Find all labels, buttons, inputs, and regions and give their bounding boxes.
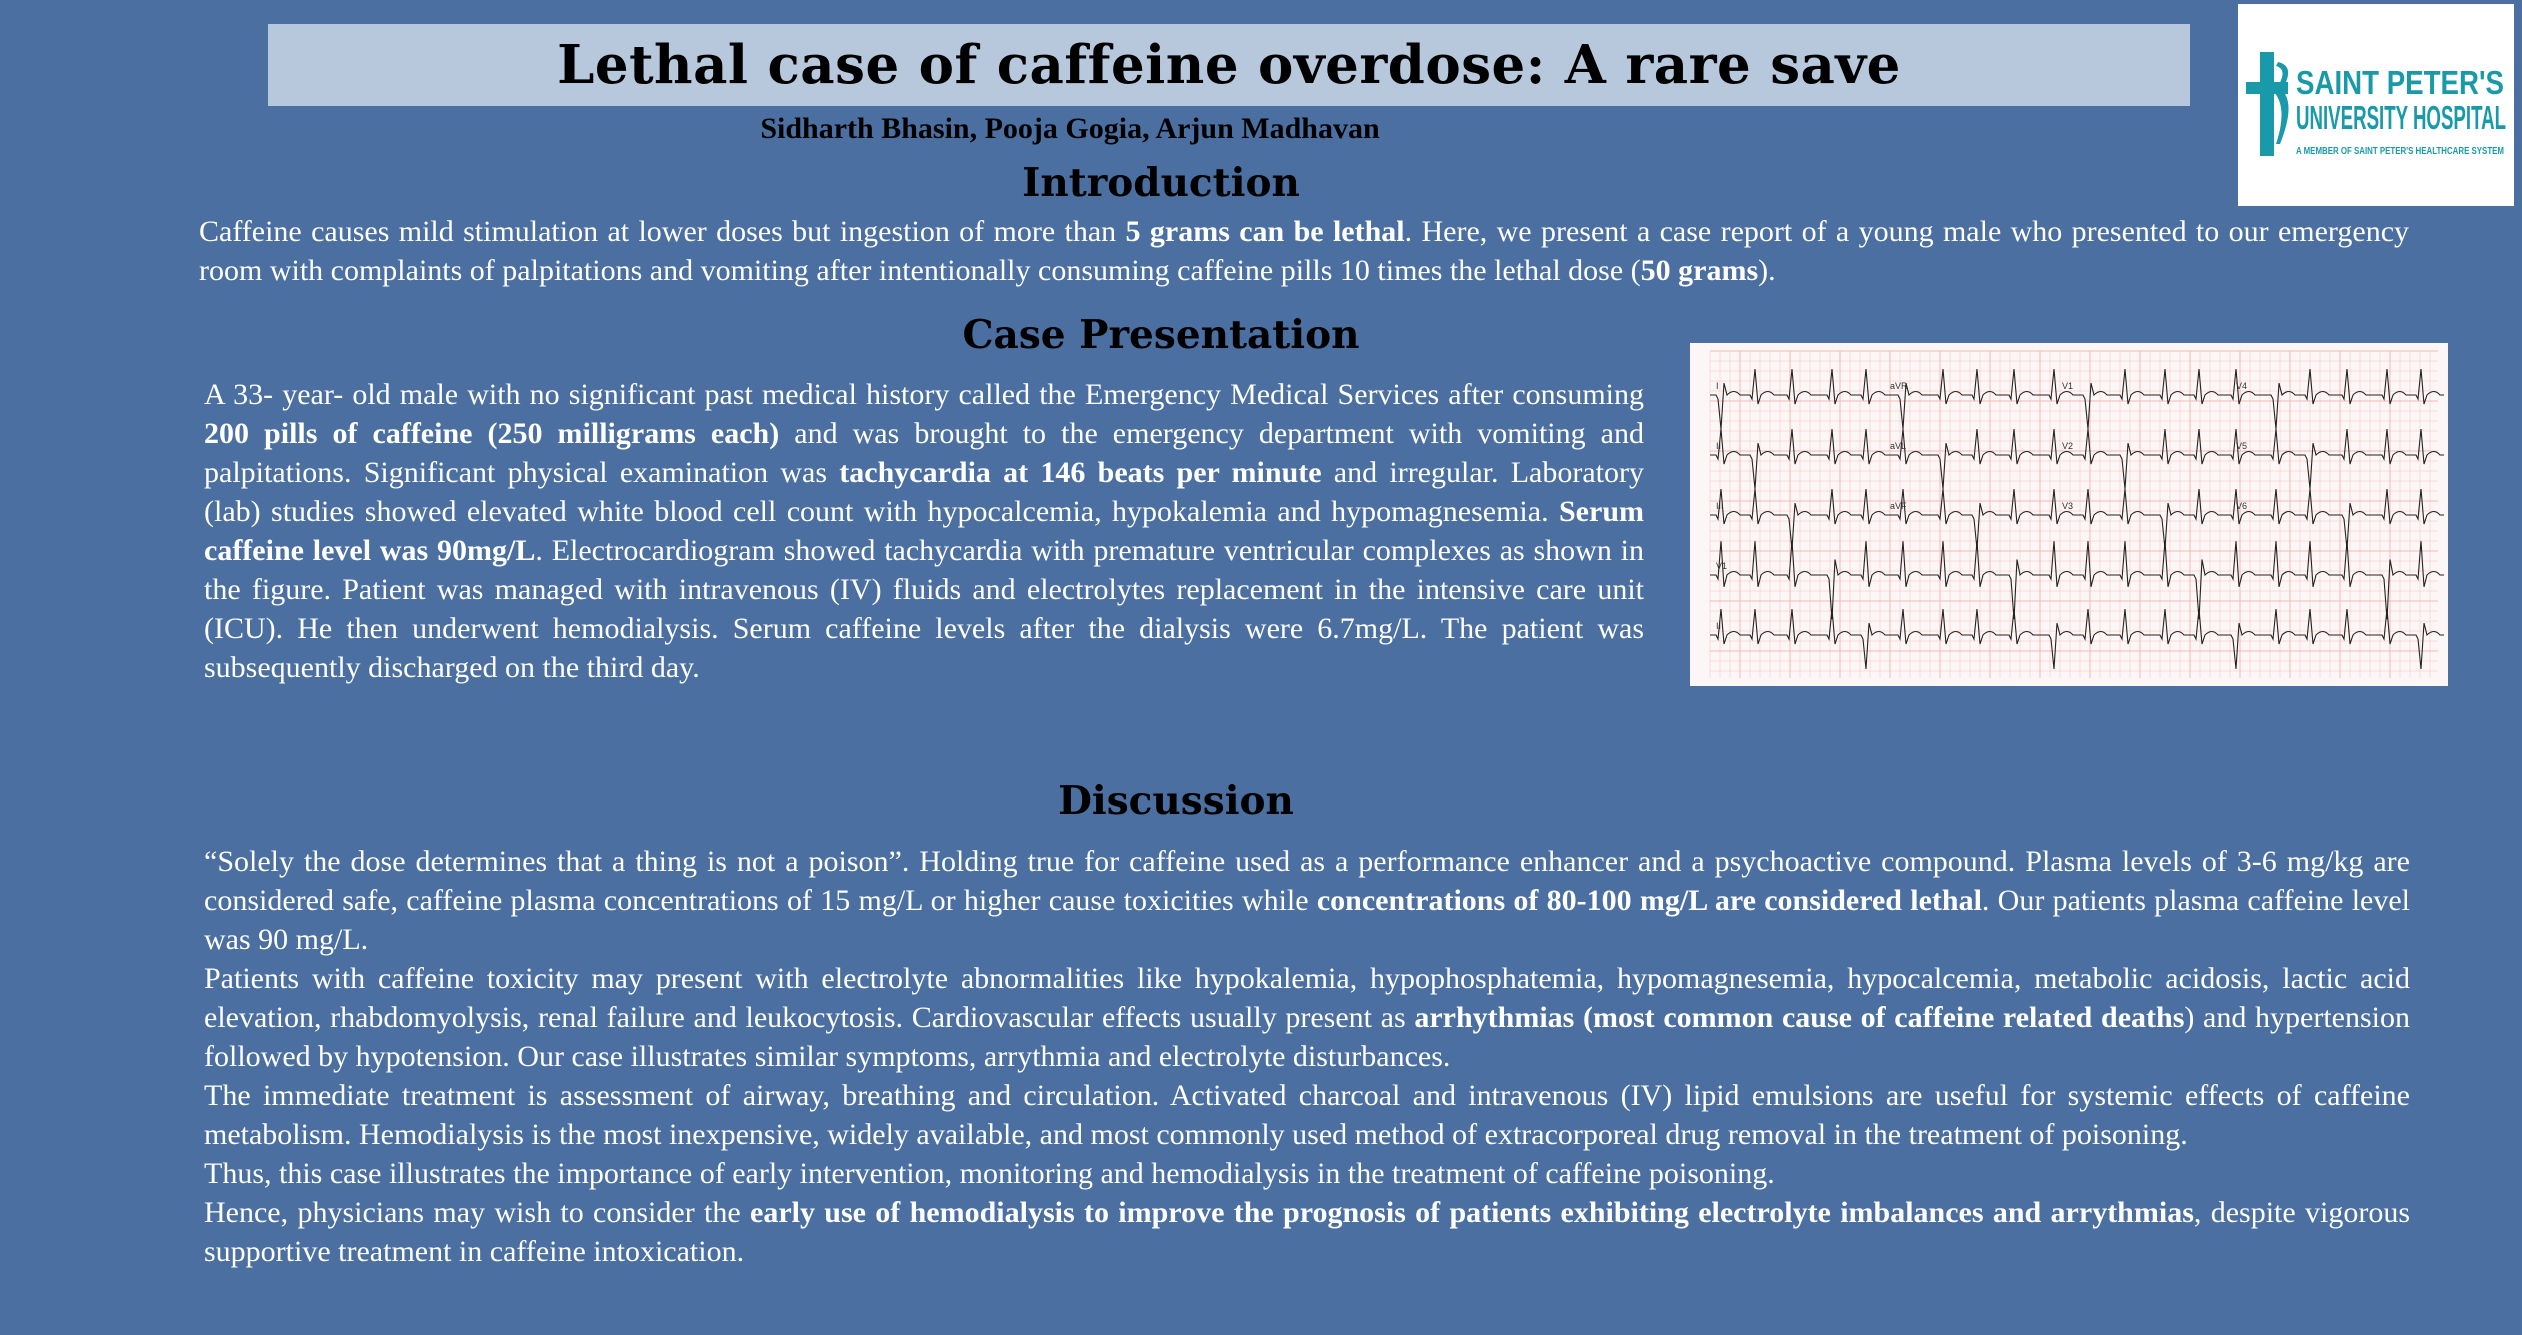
title-banner <box>268 24 2190 106</box>
case-text-1: A 33- year- old male with no significant past medical history called the Emergency Medical Services after consuming <box>204 378 1644 411</box>
discussion-paragraph-3: The immediate treatment is assessment of airway, breathing and circulation. Activated charcoal and intravenous (IV) lipid emulsions are useful for systemic effects of caffeine metabolism. Hemodialysis is the most inexpensive, widely available, and most commonly used method of extracorporeal drug removal in the treatment of poisoning. <box>204 1079 2410 1151</box>
introduction-paragraph <box>199 212 2409 290</box>
disc-text-3: Patients with caffeine toxicity may present with electrolyte abnormalities like hypokalemia, hypophosphatemia, hypomagnesemia, hypocalcemia, metabolic acidosis, lactic acid elevation, rhabdomyolysis, renal failure and leukocytosis. Cardiovascular effects usually present as <box>204 962 2410 1034</box>
case-bold-3: Serum caffeine level was 90mg/L <box>204 495 1644 567</box>
ecg-lead-label: aVF <box>1890 501 1907 511</box>
disc-text-1: “Solely the dose determines that a thing is not a poison”. Holding true for caffeine used as a performance enhancer and a psychoactive compound. Plasma levels of 3-6 mg/kg are considered safe, caffeine plasma concentrations of 15 mg/L or higher cause toxicities while <box>204 845 2410 917</box>
logo-line2: UNIVERSITY HOSPITAL <box>2296 99 2506 136</box>
introduction-heading: Introduction <box>1022 160 1300 206</box>
disc-text-5: Hence, physicians may wish to consider the <box>204 1196 750 1229</box>
ecg-lead-label: V1 <box>2062 381 2074 391</box>
discussion-paragraph-1 <box>204 842 2410 959</box>
case-bold-2: tachycardia at 146 beats per minute <box>839 456 1322 489</box>
case-text-3: and irregular. Laboratory (lab) studies showed elevated white blood cell count with hypocalcemia, hypokalemia and hypomagnesemia. <box>204 456 1644 528</box>
intro-text-3: ). <box>1758 254 1776 287</box>
intro-bold-2: 50 grams <box>1640 254 1759 287</box>
disc-bold-1: concentrations of 80-100 mg/L are considered lethal <box>1316 884 1982 917</box>
logo-tagline: A MEMBER OF SAINT PETER'S HEALTHCARE SYSTEM <box>2296 146 2504 157</box>
disc-text-2: . Our patients plasma caffeine level was 90 mg/L. <box>204 884 2411 956</box>
ecg-lead-label: V3 <box>2062 501 2074 511</box>
logo-line1: SAINT PETER'S <box>2296 64 2504 101</box>
case-paragraph <box>204 375 1644 687</box>
ecg-lead-label: I <box>1716 381 1719 391</box>
cross-icon <box>2246 52 2289 156</box>
intro-text-1: Caffeine causes mild stimulation at lower doses but ingestion of more than <box>199 215 1126 248</box>
ecg-trace-image <box>1690 343 2448 686</box>
discussion-paragraph-4: Thus, this case illustrates the importance of early intervention, monitoring and hemodialysis in the treatment of caffeine poisoning. <box>204 1157 1775 1190</box>
ecg-lead-label: aVL <box>1890 441 1907 451</box>
ecg-lead-label: V5 <box>2236 441 2248 451</box>
discussion-heading: Discussion <box>1058 778 1294 824</box>
disc-bold-2: arrhythmias (most common cause of caffeine related deaths <box>1414 1001 2185 1034</box>
intro-bold-1: 5 grams can be lethal <box>1125 215 1405 248</box>
authors: Sidharth Bhasin, Pooja Gogia, Arjun Madhavan <box>760 112 1380 145</box>
discussion-paragraph-5 <box>204 1193 2410 1271</box>
poster-title: Lethal case of caffeine overdose: A rare save <box>557 34 1901 96</box>
case-presentation-heading: Case Presentation <box>962 312 1360 358</box>
case-text-4: . Electrocardiogram showed tachycardia with premature ventricular complexes as shown in the figure. Patient was managed with intravenous (IV) fluids and electrolytes replacement in the intensive care unit (ICU). He then underwent hemodialysis. Serum caffeine levels after the dialysis were 6.7mg/L. The patient was subsequently discharged on the third day. <box>204 534 1645 684</box>
discussion-paragraph-2 <box>204 959 2410 1076</box>
ecg-lead-label: V6 <box>2236 501 2248 511</box>
intro-text-2: . Here, we present a case report of a young male who presented to our emergency room with complaints of palpitations and vomiting after intentionally consuming caffeine pills 10 times the lethal dose ( <box>199 215 2410 287</box>
ecg-lead-label: III <box>1716 501 1724 511</box>
ecg-lead-label: V2 <box>2062 441 2074 451</box>
ecg-lead-label: II <box>1716 441 1722 451</box>
case-text-2: and was brought to the emergency department with vomiting and palpitations. Significant physical examination was <box>204 417 1644 489</box>
case-bold-1: 200 pills of caffeine (250 milligrams each) <box>204 417 780 450</box>
disc-text-6: , despite vigorous supportive treatment in caffeine intoxication. <box>204 1196 2411 1268</box>
discussion-body <box>204 842 2410 1271</box>
ecg-figure <box>1690 343 2448 686</box>
ecg-lead-label: V4 <box>2236 381 2248 391</box>
ecg-lead-label: aVR <box>1890 381 1908 391</box>
disc-bold-3: early use of hemodialysis to improve the prognosis of patients exhibiting electrolyte imbalances and arrythmias <box>750 1196 2194 1229</box>
ecg-lead-label: II <box>1716 621 1722 631</box>
disc-text-4: ) and hypertension followed by hypotension. Our case illustrates similar symptoms, arrythmia and electrolyte disturbances. <box>204 1001 2410 1073</box>
ecg-lead-label: V1 <box>1716 561 1728 571</box>
